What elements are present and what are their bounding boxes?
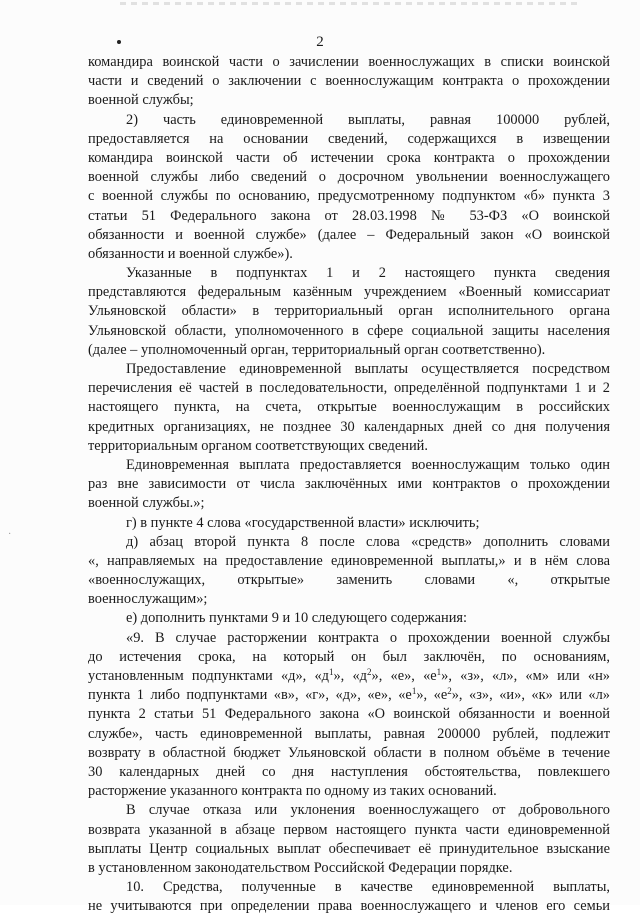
- text-line: расторжение указанного контракта по одному из таких оснований.: [88, 783, 497, 800]
- text-line: обязанности и военной службе» (далее – Федеральный закон «О воинской: [88, 226, 610, 243]
- text-line: 30 календарных дней со дня наступления обстоятельства, повлекшего: [88, 763, 610, 780]
- text-line: установленным подпунктами «д», «$д^1$», «$д^2$», «е», «$е^1$», «з», «л», «м» или «н»: [88, 667, 610, 684]
- text-line: военнослужащим»;: [88, 591, 208, 608]
- text-line: военной службы.»;: [88, 495, 205, 512]
- text-line: территориальным органом соответствующих сведений.: [88, 437, 428, 454]
- text-line: командира воинской части об истечении срока контракта о прохождении: [88, 149, 610, 166]
- text-line: «военнослужащих, открытые» заменить словами «, открытые: [88, 572, 610, 589]
- gutter-mark: ·: [8, 529, 12, 540]
- text-line: военной службы;: [88, 92, 194, 109]
- text-line: В случае отказа или уклонения военнослужащего от добровольного: [126, 802, 610, 819]
- text-line: статьи 51 Федерального закона от 28.03.1998 № 53-ФЗ «О воинской: [88, 207, 610, 224]
- text-line: пункта 2 статьи 51 Федерального закона «О воинской обязанности и военной: [88, 706, 610, 723]
- text-line: пункта 1 либо подпунктами «в», «г», «д», «е», «$е^1$», «$е^2$», «з», «и», «к» или «л»: [88, 686, 610, 704]
- text-line: Предоставление единовременной выплаты осуществляется посредством: [126, 361, 610, 377]
- text-line: е) дополнить пунктами 9 и 10 следующего содержания:: [126, 610, 468, 627]
- text-line: 10. Средства, полученные в качестве единовременной выплаты,: [126, 879, 610, 896]
- document-body: [88, 53, 610, 916]
- page-number: 2: [316, 34, 324, 50]
- text-line: возврата указанной в абзаце первом настоящего пункта части единовременной: [88, 821, 610, 838]
- text-line: Указанные в подпунктах 1 и 2 настоящего пункта сведения: [126, 265, 610, 282]
- text-line: возврату в областной бюджет Ульяновской области в полном объёме в течение: [88, 744, 610, 761]
- text-line: в установленном законодательством Российской Федерации порядке.: [88, 859, 513, 876]
- text-line: перечисления её частей в последовательности, определённой подпунктами 1 и 2: [88, 380, 610, 397]
- text-line: командира воинской части о зачислении военнослужащих в списки воинской: [88, 54, 610, 70]
- text-line: части и сведений о заключении с военнослужащим контракта о прохождении: [88, 73, 610, 90]
- text-line: д) абзац второй пункта 8 после слова «средств» дополнить словами: [126, 533, 610, 550]
- text-line: настоящего пункта, на счета, открытые военнослужащим в российских: [88, 399, 610, 416]
- text-line: обязанности и военной службе»).: [88, 245, 293, 262]
- text-line: военной службы либо сведений о досрочном увольнении военнослужащего: [88, 169, 610, 186]
- text-line: 2) часть единовременной выплаты, равная 100000 рублей,: [126, 111, 610, 128]
- scan-top-edge: [120, 2, 580, 5]
- text-line: выплаты Центр социальных выплат обеспечивает её принудительное взыскание: [88, 840, 610, 857]
- text-line: «9. В случае расторжении контракта о прохождении военной службы: [126, 629, 610, 646]
- text-line: раз вне зависимости от числа заключённых ими контрактов о прохождении: [88, 476, 610, 493]
- text-line: предоставляется на основании сведений, содержащихся в извещении: [88, 130, 610, 147]
- text-line: не учитываются при определении права военнослужащего и членов его семьи: [88, 898, 610, 915]
- text-line: (далее – уполномоченный орган, территориальный орган соответственно).: [88, 341, 546, 358]
- text-line: представляются федеральным казённым учреждением «Военный комиссариат: [88, 284, 610, 301]
- text-line: кредитных организациях, не позднее 30 календарных дней со дня получения: [88, 418, 610, 435]
- text-line: г) в пункте 4 слова «государственной власти» исключить;: [126, 514, 480, 531]
- text-line: Единовременная выплата предоставляется военнослужащим только один: [126, 456, 610, 473]
- text-line: «, направляемых на предоставление единовременной выплаты,» и в нём слова: [88, 552, 610, 569]
- text-line: Ульяновской области, уполномоченного в сфере социальной защиты населения: [88, 322, 610, 339]
- text-line: Ульяновской области» в территориальный орган исполнительного органа: [88, 303, 610, 320]
- text-line: с военной службы по основанию, предусмотренному подпунктом «б» пункта 3: [88, 188, 610, 205]
- text-line: до истечения срока, на который он был заключён, по основаниям,: [88, 648, 610, 665]
- text-line: службе», часть единовременной выплаты, равная 200000 рублей, подлежит: [88, 725, 610, 742]
